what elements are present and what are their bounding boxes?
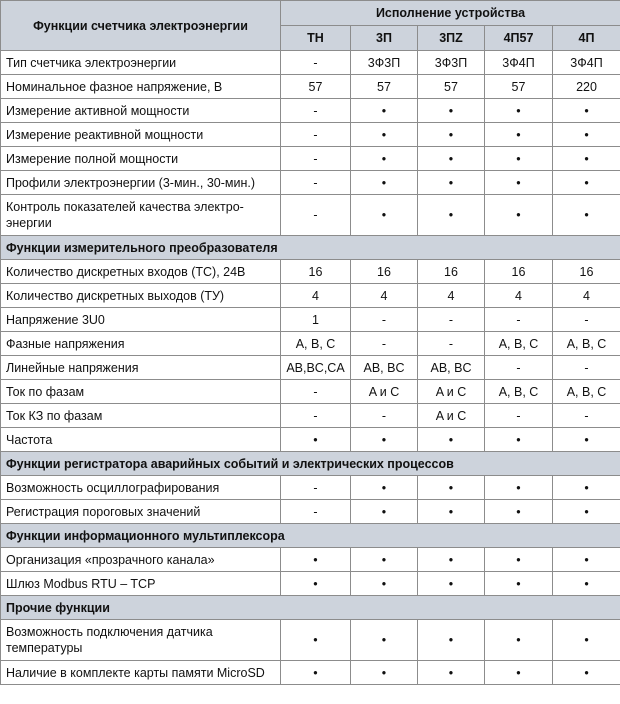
value-cell: • <box>351 147 418 171</box>
value-cell: • <box>281 661 351 685</box>
column-header: ТН <box>281 26 351 51</box>
table-row <box>1 75 620 99</box>
value-cell: 220 <box>553 75 620 99</box>
table-row <box>1 51 620 75</box>
section-header-row <box>1 596 620 620</box>
function-name-cell: Частота <box>1 428 281 452</box>
value-cell: A и C <box>418 404 485 428</box>
section-title: Функции регистратора аварийных событий и электрических процессов <box>1 452 620 476</box>
value-cell: • <box>281 548 351 572</box>
value-cell: 57 <box>351 75 418 99</box>
value-cell: A, B, C <box>553 332 620 356</box>
value-cell: 4 <box>351 284 418 308</box>
value-cell: • <box>485 195 553 236</box>
table-row <box>1 332 620 356</box>
value-cell: • <box>485 500 553 524</box>
value-cell: 3Ф4П <box>485 51 553 75</box>
table-body <box>1 51 620 685</box>
table-row <box>1 404 620 428</box>
value-cell: • <box>351 572 418 596</box>
value-cell: - <box>281 404 351 428</box>
value-cell: - <box>281 195 351 236</box>
value-cell: • <box>485 661 553 685</box>
value-cell: • <box>553 572 620 596</box>
function-name-cell: Напряжение 3U0 <box>1 308 281 332</box>
table-row <box>1 500 620 524</box>
value-cell: • <box>418 476 485 500</box>
table-row <box>1 548 620 572</box>
value-cell: - <box>553 308 620 332</box>
value-cell: • <box>553 548 620 572</box>
value-cell: A, B, C <box>485 380 553 404</box>
value-cell: - <box>351 332 418 356</box>
value-cell: 16 <box>418 260 485 284</box>
function-name-cell: Профили электроэнергии (3-мин., 30-мин.) <box>1 171 281 195</box>
value-cell: • <box>418 661 485 685</box>
table-row <box>1 260 620 284</box>
function-name-cell: Тип счетчика электроэнергии <box>1 51 281 75</box>
function-name-cell: Контроль показателей качества электро-энергии <box>1 195 281 236</box>
function-name-cell: Количество дискретных выходов (ТУ) <box>1 284 281 308</box>
table-row <box>1 284 620 308</box>
value-cell: 57 <box>281 75 351 99</box>
table-row <box>1 380 620 404</box>
value-cell: • <box>553 661 620 685</box>
value-cell: AB, BC <box>351 356 418 380</box>
value-cell: • <box>418 500 485 524</box>
section-header-row <box>1 452 620 476</box>
value-cell: - <box>281 380 351 404</box>
section-title: Функции информационного мультиплексора <box>1 524 620 548</box>
value-cell: • <box>553 123 620 147</box>
value-cell: • <box>418 620 485 661</box>
column-header: 4П57 <box>485 26 553 51</box>
value-cell: AB,BC,CA <box>281 356 351 380</box>
function-name-cell: Измерение полной мощности <box>1 147 281 171</box>
value-cell: 4 <box>281 284 351 308</box>
value-cell: - <box>281 51 351 75</box>
value-cell: - <box>281 123 351 147</box>
value-cell: 4 <box>418 284 485 308</box>
value-cell: • <box>418 147 485 171</box>
value-cell: • <box>485 99 553 123</box>
value-cell: 16 <box>281 260 351 284</box>
column-header: 4П <box>553 26 620 51</box>
section-header-row <box>1 236 620 260</box>
table-row <box>1 99 620 123</box>
value-cell: • <box>351 171 418 195</box>
value-cell: - <box>418 308 485 332</box>
value-cell: - <box>281 500 351 524</box>
value-cell: • <box>351 476 418 500</box>
value-cell: • <box>351 428 418 452</box>
table-row <box>1 428 620 452</box>
value-cell: - <box>281 476 351 500</box>
table-row <box>1 123 620 147</box>
value-cell: A, B, C <box>281 332 351 356</box>
section-title: Прочие функции <box>1 596 620 620</box>
value-cell: • <box>485 620 553 661</box>
section-title: Функции измерительного преобразователя <box>1 236 620 260</box>
value-cell: • <box>485 548 553 572</box>
value-cell: 57 <box>418 75 485 99</box>
function-name-cell: Шлюз Modbus RTU – TCP <box>1 572 281 596</box>
value-cell: • <box>485 171 553 195</box>
header-row-top <box>1 1 620 26</box>
value-cell: A и C <box>351 380 418 404</box>
value-cell: 4 <box>485 284 553 308</box>
function-name-cell: Измерение активной мощности <box>1 99 281 123</box>
value-cell: • <box>418 99 485 123</box>
value-cell: • <box>553 428 620 452</box>
value-cell: 57 <box>485 75 553 99</box>
execution-header: Исполнение устройства <box>281 1 620 26</box>
table-row <box>1 195 620 236</box>
value-cell: 16 <box>553 260 620 284</box>
value-cell: • <box>485 476 553 500</box>
value-cell: • <box>418 195 485 236</box>
value-cell: • <box>485 123 553 147</box>
value-cell: 3Ф3П <box>418 51 485 75</box>
value-cell: - <box>351 308 418 332</box>
value-cell: • <box>553 147 620 171</box>
value-cell: • <box>351 661 418 685</box>
value-cell: • <box>418 123 485 147</box>
value-cell: - <box>418 332 485 356</box>
value-cell: 1 <box>281 308 351 332</box>
value-cell: • <box>351 620 418 661</box>
value-cell: • <box>351 548 418 572</box>
column-header: 3ПZ <box>418 26 485 51</box>
value-cell: • <box>553 620 620 661</box>
function-name-cell: Количество дискретных входов (ТС), 24В <box>1 260 281 284</box>
value-cell: • <box>553 476 620 500</box>
value-cell: A, B, C <box>553 380 620 404</box>
value-cell: - <box>281 147 351 171</box>
value-cell: AB, BC <box>418 356 485 380</box>
function-name-cell: Фазные напряжения <box>1 332 281 356</box>
value-cell: • <box>281 428 351 452</box>
function-name-cell: Измерение реактивной мощности <box>1 123 281 147</box>
value-cell: 3Ф4П <box>553 51 620 75</box>
function-name-cell: Номинальное фазное напряжение, В <box>1 75 281 99</box>
value-cell: • <box>553 500 620 524</box>
value-cell: • <box>281 572 351 596</box>
value-cell: - <box>351 404 418 428</box>
function-name-cell: Возможность подключения датчика температуры <box>1 620 281 661</box>
value-cell: • <box>351 500 418 524</box>
value-cell: • <box>351 123 418 147</box>
value-cell: • <box>418 171 485 195</box>
value-cell: - <box>485 356 553 380</box>
function-name-cell: Ток КЗ по фазам <box>1 404 281 428</box>
function-name-cell: Регистрация пороговых значений <box>1 500 281 524</box>
table-row <box>1 661 620 685</box>
value-cell: - <box>553 356 620 380</box>
value-cell: • <box>485 572 553 596</box>
table-row <box>1 356 620 380</box>
function-name-cell: Наличие в комплекте карты памяти MicroSD <box>1 661 281 685</box>
value-cell: - <box>553 404 620 428</box>
function-name-cell: Возможность осциллографирования <box>1 476 281 500</box>
table-row <box>1 308 620 332</box>
value-cell: - <box>281 171 351 195</box>
functions-header: Функции счетчика электроэнергии <box>1 1 281 51</box>
function-name-cell: Ток по фазам <box>1 380 281 404</box>
value-cell: • <box>553 171 620 195</box>
value-cell: 16 <box>485 260 553 284</box>
value-cell: 3Ф3П <box>351 51 418 75</box>
table-row <box>1 476 620 500</box>
section-header-row <box>1 524 620 548</box>
value-cell: • <box>485 147 553 171</box>
value-cell: 16 <box>351 260 418 284</box>
value-cell: - <box>485 404 553 428</box>
table-row <box>1 620 620 661</box>
table-row <box>1 171 620 195</box>
value-cell: • <box>281 620 351 661</box>
value-cell: 4 <box>553 284 620 308</box>
function-name-cell: Организация «прозрачного канала» <box>1 548 281 572</box>
value-cell: A, B, C <box>485 332 553 356</box>
value-cell: • <box>418 572 485 596</box>
value-cell: • <box>418 548 485 572</box>
value-cell: • <box>418 428 485 452</box>
table-row <box>1 572 620 596</box>
column-header: 3П <box>351 26 418 51</box>
table-row <box>1 147 620 171</box>
value-cell: - <box>485 308 553 332</box>
function-name-cell: Линейные напряжения <box>1 356 281 380</box>
value-cell: • <box>485 428 553 452</box>
value-cell: - <box>281 99 351 123</box>
value-cell: • <box>553 195 620 236</box>
value-cell: • <box>553 99 620 123</box>
value-cell: • <box>351 195 418 236</box>
value-cell: A и C <box>418 380 485 404</box>
value-cell: • <box>351 99 418 123</box>
